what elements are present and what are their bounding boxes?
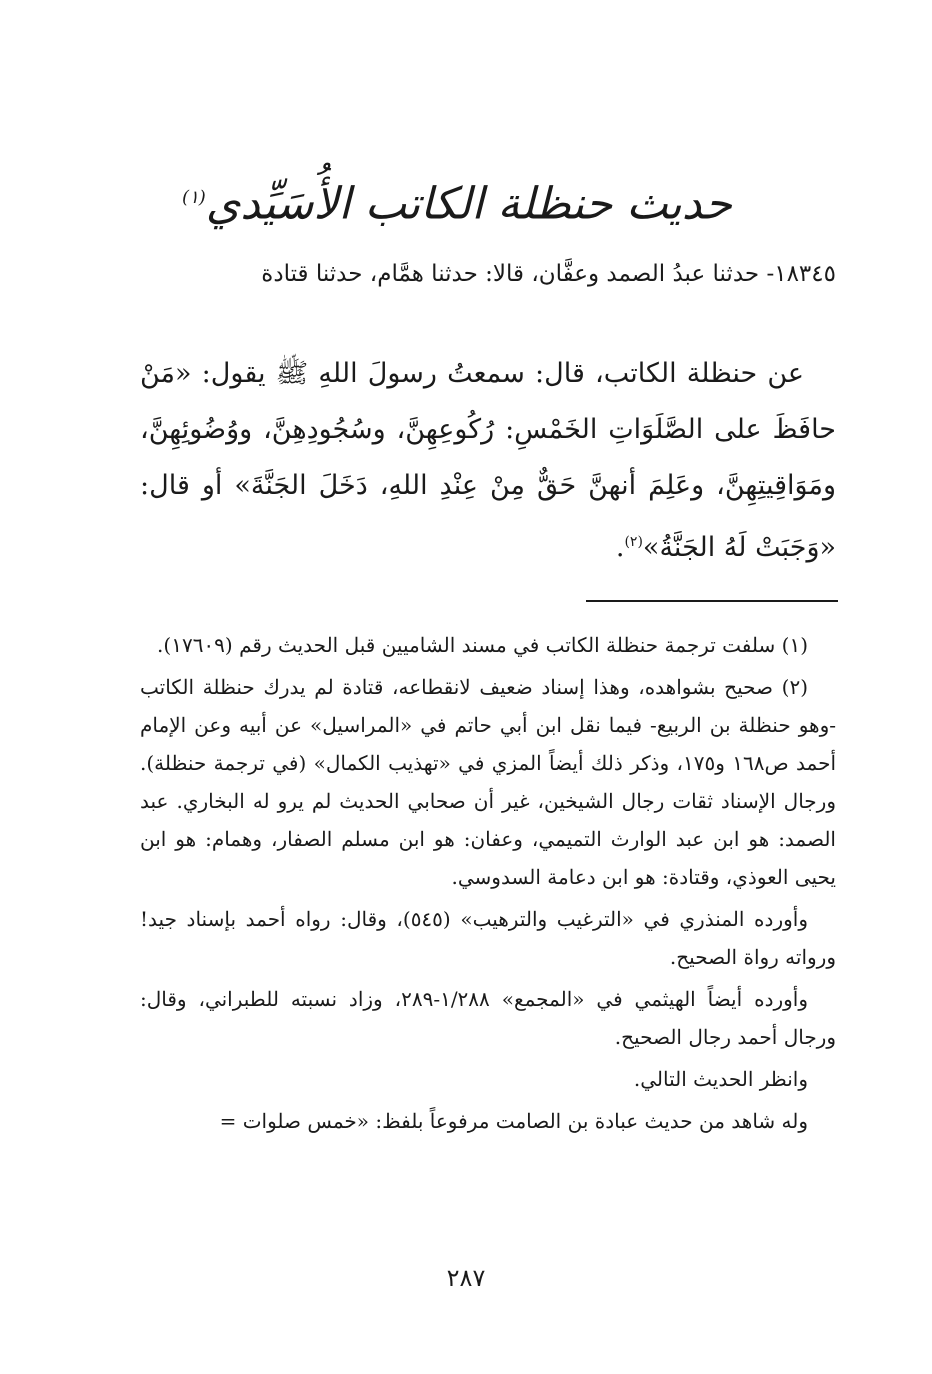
hadith-chain: ١٨٣٤٥- حدثنا عبدُ الصمد وعفَّان، قالا: حدثنا همَّام، حدثنا قتادة	[261, 261, 836, 287]
hadith-matn: عن حنظلة الكاتب، قال: سمعتُ رسولَ اللهِ ﷺ يقول: «مَنْ حافَظَ على الصَّلَوَاتِ الخَمْسِ: رُكُوعِهِنَّ، وسُجُودِهِنَّ، ووُضُوئِهِنَّ، ومَوَاقِيتِهِنَّ، وعَلِمَ أنهنَّ حَقٌّ مِنْ عِنْدِ اللهِ، دَخَلَ الجَنَّةَ» أو قال: «وَجَبَتْ لَهُ الجَنَّةُ»	[140, 358, 836, 563]
hadith-end: .	[615, 532, 625, 563]
footnote-1: (١) سلفت ترجمة حنظلة الكاتب في مسند الشاميين قبل الحديث رقم (١٧٦٠٩).	[157, 633, 808, 657]
footnote-2-paragraph: وله شاهد من حديث عبادة بن الصامت مرفوعاً بلفظ: «خمس صلوات =	[219, 1109, 808, 1133]
title-footnote-marker: (١)	[182, 187, 206, 208]
footnote-2-paragraph: وأورده المنذري في «الترغيب والترهيب» (٥٤٥)، وقال: رواه أحمد بإسناد جيد! ورواته رواة الصحيح.	[140, 907, 836, 969]
footnote-2-paragraph: وانظر الحديث التالي.	[633, 1067, 808, 1091]
hadith-footnote-marker: (٢)	[624, 534, 643, 550]
chapter-title-text: حديث حنظلة الكاتب الأُسَيِّدي	[205, 178, 732, 230]
footnote-2: (٢) صحيح بشواهده، وهذا إسناد ضعيف لانقطاعه، قتادة لم يدرك حنظلة الكاتب -وهو حنظلة بن الربيع- فيما نقل ابن أبي حاتم في «المراسيل» عن أبيه وعن الإمام أحمد ص١٦٨ و١٧٥، وذكر ذلك أيضاً المزي في «تهذيب الكمال» (في ترجمة حنظلة). ورجال الإسناد ثقات رجال الشيخين، غير أن صحابي الحديث لم يرو له البخاري. عبد الصمد: هو ابن عبد الوارث التميمي، وعفان: هو ابن مسلم الصفار، وهمام: هو ابن يحيى العوذي، وقتادة: هو ابن دعامة السدوسي.	[140, 675, 837, 889]
hadith-text	[140, 346, 836, 576]
page-number: ٢٨٧	[446, 1264, 486, 1292]
footnote-2-paragraph: وأورده أيضاً الهيثمي في «المجمع» ١/٢٨٨-٢٨٩، وزاد نسبته للطبراني، وقال: ورجال أحمد رجال الصحيح.	[140, 987, 836, 1049]
footnotes	[140, 626, 836, 1144]
hadith-text-block	[140, 346, 836, 576]
chapter-title	[182, 168, 732, 235]
footnote-divider	[586, 600, 838, 602]
